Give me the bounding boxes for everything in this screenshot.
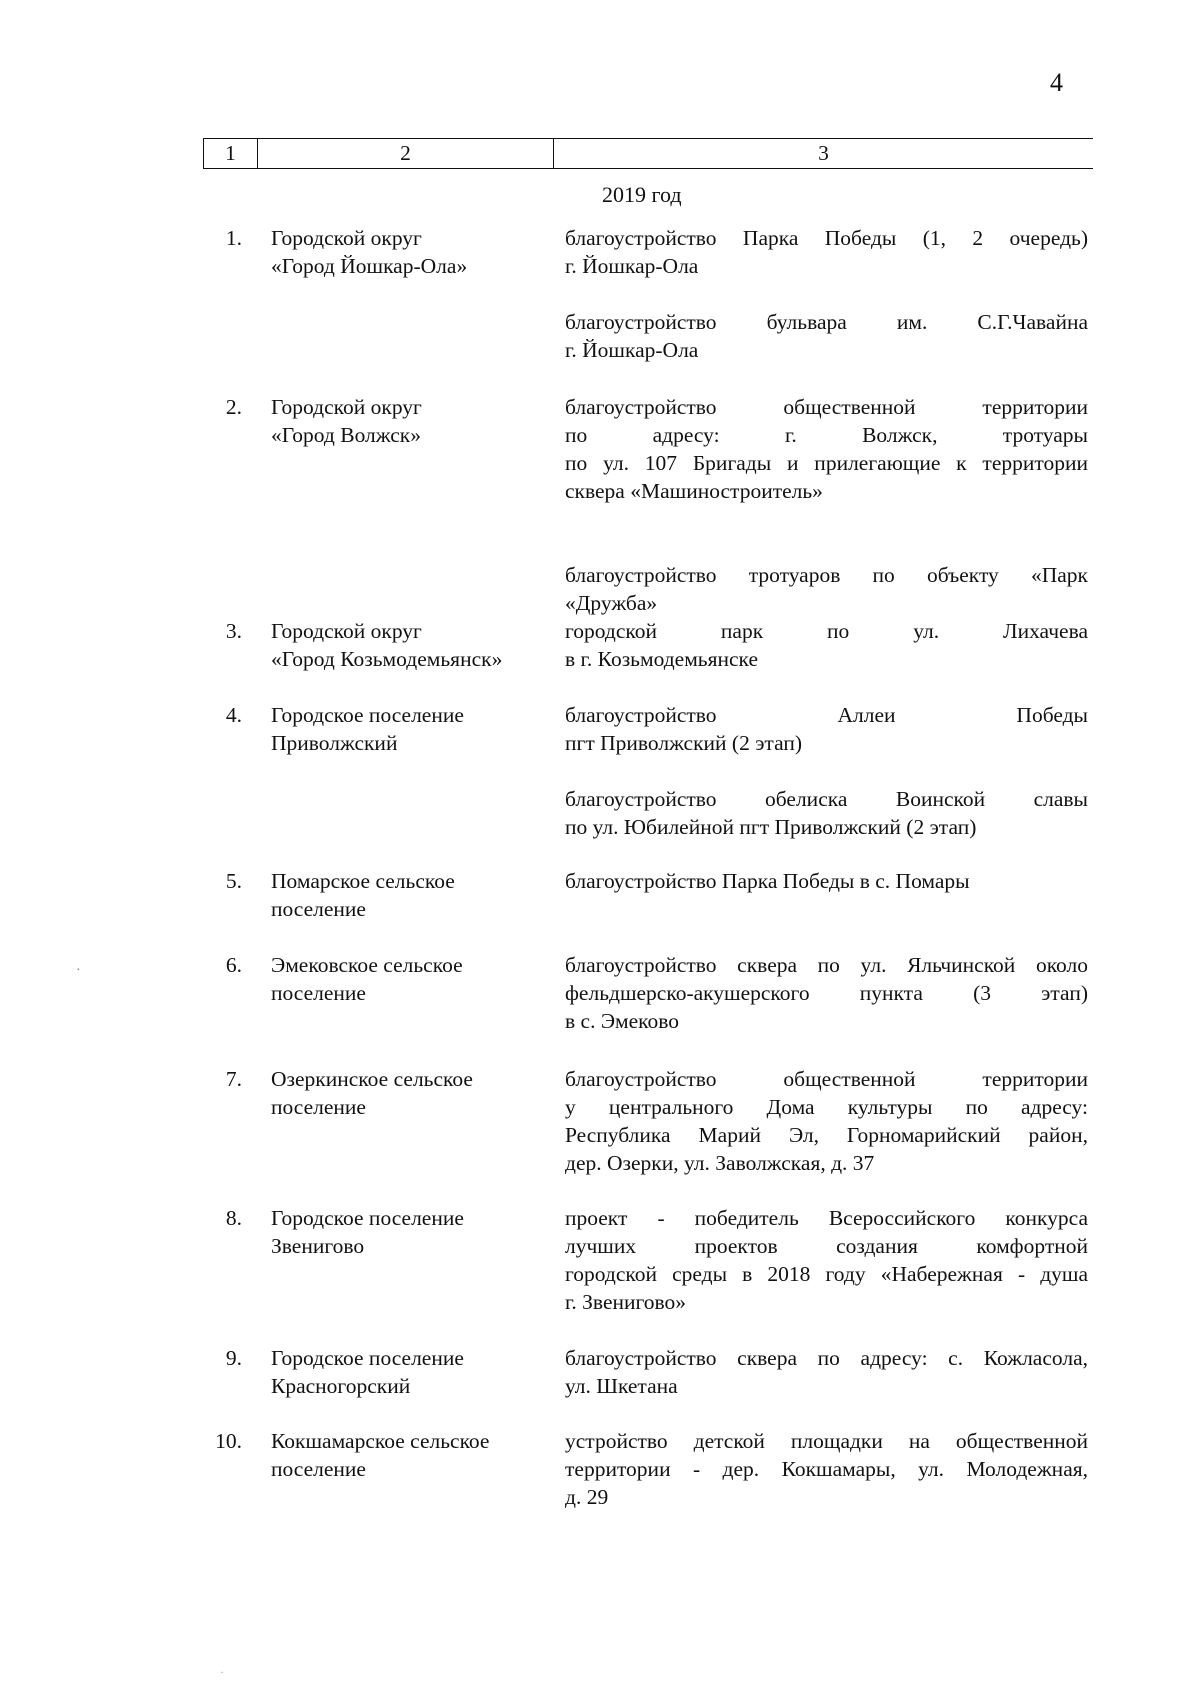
description-line: благоустройство Парка Победы (1, 2 очередь) bbox=[565, 226, 1088, 250]
project-description bbox=[565, 1204, 1088, 1316]
scan-mark: · bbox=[76, 963, 81, 978]
year-heading: 2019 год bbox=[602, 182, 682, 207]
description-line: Республика Марий Эл, Горномарийский район, bbox=[565, 1123, 1088, 1147]
municipality-name bbox=[271, 1065, 551, 1121]
municipality-line: Звенигово bbox=[271, 1234, 365, 1258]
project-description bbox=[565, 561, 1088, 617]
description-line: г. Йошкар-Ола bbox=[565, 254, 699, 278]
row-number: 6. bbox=[225, 953, 242, 977]
description-line: территории - дер. Кокшамары, ул. Молодежная, bbox=[565, 1457, 1088, 1481]
municipality-name bbox=[271, 1427, 551, 1483]
project-description bbox=[565, 393, 1088, 505]
municipality-line: «Город Козьмодемьянск» bbox=[271, 647, 503, 671]
description-line: по адресу: г. Волжск, тротуары bbox=[565, 423, 1088, 447]
table-header bbox=[203, 138, 1093, 169]
municipality-line: «Город Волжск» bbox=[271, 423, 421, 447]
description-line: в г. Козьмодемьянске bbox=[565, 647, 759, 671]
municipality-name bbox=[271, 617, 551, 673]
row-number: 2. bbox=[225, 395, 242, 419]
row-number: 3. bbox=[225, 619, 242, 643]
row-number: 8. bbox=[225, 1206, 242, 1230]
municipality-line: Городское поселение bbox=[271, 1346, 464, 1370]
description-line: проект - победитель Всероссийского конкурса bbox=[565, 1206, 1088, 1230]
description-line: благоустройство тротуаров по объекту «Парк bbox=[565, 563, 1088, 587]
row-number: 9. bbox=[225, 1346, 242, 1370]
municipality-line: «Город Йошкар-Ола» bbox=[271, 254, 468, 278]
municipality-name bbox=[271, 867, 551, 923]
project-description bbox=[565, 785, 1088, 841]
description-line: по ул. 107 Бригады и прилегающие к территории bbox=[565, 451, 1088, 475]
description-line: благоустройство общественной территории bbox=[565, 1067, 1088, 1091]
municipality-line: Кокшамарское сельское bbox=[271, 1429, 490, 1453]
description-line: г. Звенигово» bbox=[565, 1290, 687, 1314]
municipality-line: Помарское сельское bbox=[271, 869, 455, 893]
description-line: ул. Шкетана bbox=[565, 1374, 678, 1398]
project-description bbox=[565, 308, 1088, 364]
description-line: благоустройство общественной территории bbox=[565, 395, 1088, 419]
description-line: городской парк по ул. Лихачева bbox=[565, 619, 1088, 643]
description-line: благоустройство бульвара им. С.Г.Чавайна bbox=[565, 310, 1088, 334]
project-description bbox=[565, 617, 1088, 673]
municipality-name bbox=[271, 393, 551, 449]
municipality-line: Городское поселение bbox=[271, 1206, 464, 1230]
description-line: лучших проектов создания комфортной bbox=[565, 1234, 1088, 1258]
header-col-3: 3 bbox=[818, 141, 829, 165]
row-number: 5. bbox=[225, 869, 242, 893]
description-line: по ул. Юбилейной пгт Приволжский (2 этап) bbox=[565, 815, 977, 839]
project-description bbox=[565, 1344, 1088, 1400]
row-number: 1. bbox=[225, 226, 242, 250]
municipality-line: поселение bbox=[271, 897, 366, 921]
description-line: в с. Эмеково bbox=[565, 1009, 680, 1033]
municipality-line: поселение bbox=[271, 1457, 366, 1481]
project-description bbox=[565, 1065, 1088, 1177]
description-line: д. 29 bbox=[565, 1485, 609, 1509]
municipality-line: Приволжский bbox=[271, 731, 398, 755]
row-number: 7. bbox=[225, 1067, 242, 1091]
description-line: фельдшерско-акушерского пункта (3 этап) bbox=[565, 981, 1088, 1005]
description-line: благоустройство Аллеи Победы bbox=[565, 703, 1088, 727]
row-number: 4. bbox=[225, 703, 242, 727]
description-line: «Дружба» bbox=[565, 591, 658, 615]
page-number: 4 bbox=[1050, 68, 1063, 97]
project-description bbox=[565, 867, 1088, 895]
municipality-line: поселение bbox=[271, 1095, 366, 1119]
description-line: благоустройство обелиска Воинской славы bbox=[565, 787, 1088, 811]
scan-mark-bottom: · bbox=[220, 1665, 224, 1679]
description-line: у центрального Дома культуры по адресу: bbox=[565, 1095, 1088, 1119]
municipality-name bbox=[271, 701, 551, 757]
municipality-line: Городской округ bbox=[271, 619, 422, 643]
municipality-name bbox=[271, 1204, 551, 1260]
municipality-name bbox=[271, 1344, 551, 1400]
municipality-name bbox=[271, 224, 551, 280]
municipality-line: поселение bbox=[271, 981, 366, 1005]
municipality-line: Красногорский bbox=[271, 1374, 411, 1398]
municipality-line: Городской округ bbox=[271, 395, 422, 419]
municipality-line: Городской округ bbox=[271, 226, 422, 250]
header-col-1: 1 bbox=[203, 139, 258, 168]
description-line: устройство детской площадки на общественной bbox=[565, 1429, 1088, 1453]
municipality-name bbox=[271, 951, 551, 1007]
row-number: 10. bbox=[215, 1429, 242, 1453]
description-line: благоустройство Парка Победы в с. Помары bbox=[565, 869, 970, 893]
project-description bbox=[565, 224, 1088, 280]
header-col-2: 2 bbox=[258, 139, 554, 168]
project-description bbox=[565, 951, 1088, 1035]
description-line: г. Йошкар-Ола bbox=[565, 338, 699, 362]
municipality-line: Городское поселение bbox=[271, 703, 464, 727]
description-line: благоустройство сквера по адресу: с. Кожласола, bbox=[565, 1346, 1088, 1370]
project-description bbox=[565, 701, 1088, 757]
description-line: благоустройство сквера по ул. Яльчинской около bbox=[565, 953, 1088, 977]
description-line: дер. Озерки, ул. Заволжская, д. 37 bbox=[565, 1151, 875, 1175]
description-line: пгт Приволжский (2 этап) bbox=[565, 731, 803, 755]
municipality-line: Эмековское сельское bbox=[271, 953, 463, 977]
project-description bbox=[565, 1427, 1088, 1511]
municipality-line: Озеркинское сельское bbox=[271, 1067, 473, 1091]
description-line: городской среды в 2018 году «Набережная - душа bbox=[565, 1262, 1088, 1286]
description-line: сквера «Машиностроитель» bbox=[565, 479, 823, 503]
